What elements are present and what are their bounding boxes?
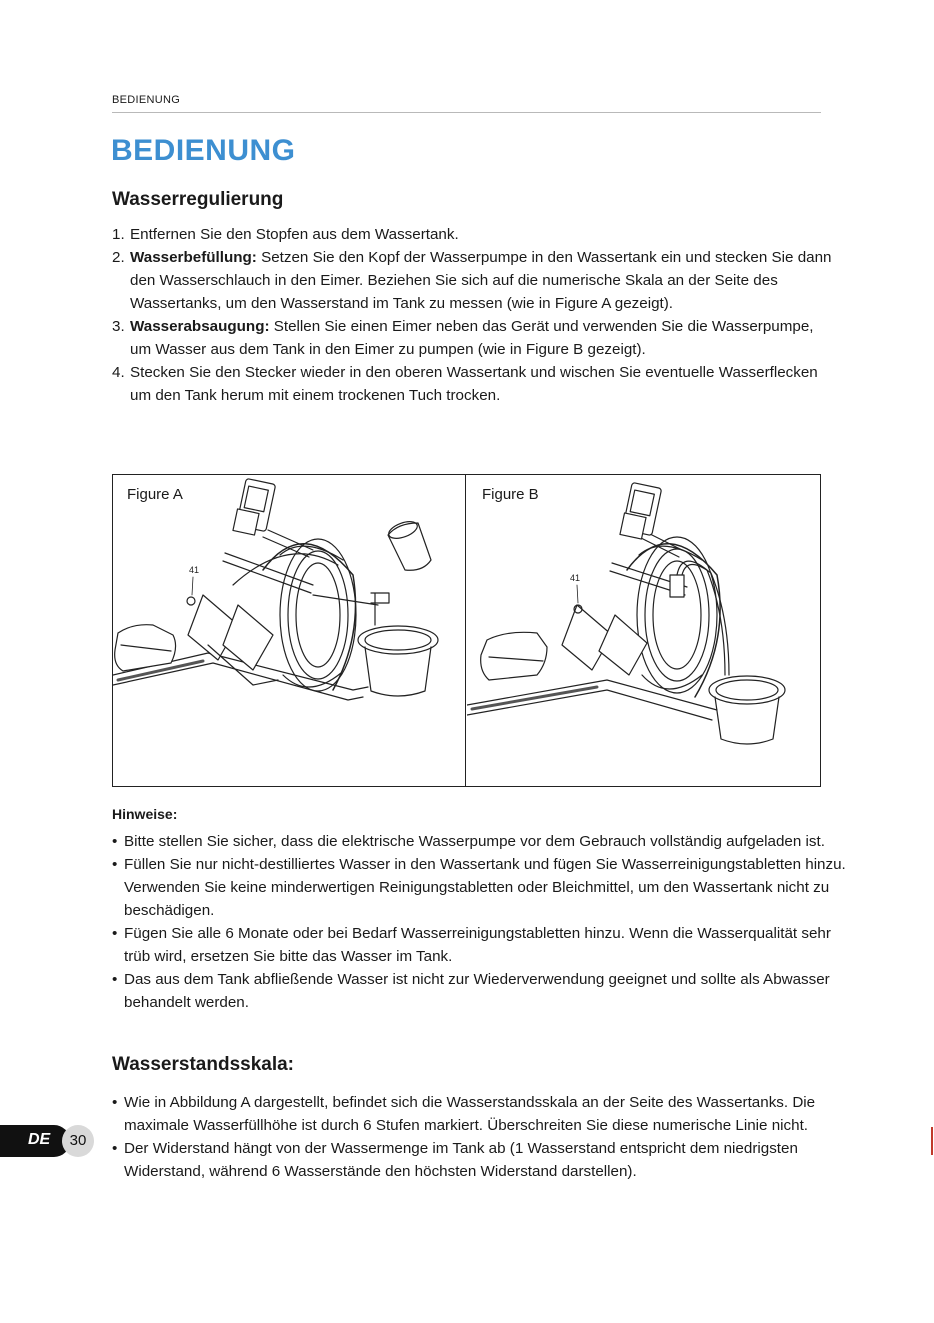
figure-divider xyxy=(465,474,466,787)
running-header: BEDIENUNG xyxy=(112,94,181,106)
figure-a-part-label: 41 xyxy=(189,565,200,575)
language-label: DE xyxy=(28,1131,51,1148)
list-item: • Fügen Sie alle 6 Monate oder bei Bedarf Wasserreinigungstabletten hinzu. Wenn die Wasserqualität sehr trüb wird, ersetzen Sie bitte das Wasser im Tank. xyxy=(112,925,831,965)
step-item: 3. Wasserabsaugung: Stellen Sie einen Eimer neben das Gerät und verwenden Sie die Wasserpumpe, um Wasser aus dem Tank in den Eimer zu pumpen (wie in Figure B gezeigt). xyxy=(112,318,814,358)
step-item: 4. Stecken Sie den Stecker wieder in den oberen Wassertank und wischen Sie eventuelle Wasserflecken um den Tank herum mit einem trockenen Tuch trocken. xyxy=(112,364,818,404)
section-heading-wasserstandsskala: Wasserstandsskala: xyxy=(112,1054,295,1075)
edge-marker xyxy=(931,1127,933,1155)
steps-list xyxy=(112,223,837,407)
header-divider xyxy=(112,112,821,113)
list-item: • Bitte stellen Sie sicher, dass die elektrische Wasserpumpe vor dem Gebrauch vollständig aufgeladen ist. xyxy=(112,833,825,850)
step-item: 2. Wasserbefüllung: Setzen Sie den Kopf der Wasserpumpe in den Wassertank ein und stecken Sie dann den Wasserschlauch in den Eimer. Beziehen Sie sich auf die numerische Skala an der Seite des Wassertanks, um den Wasserstand im Tank zu messen (wie in Figure A gezeigt). xyxy=(112,249,832,312)
figure-a-rower-illustration xyxy=(113,475,465,786)
step-item: 1. Entfernen Sie den Stopfen aus dem Wassertank. xyxy=(112,226,459,243)
list-item: • Füllen Sie nur nicht-destilliertes Wasser in den Wassertank und fügen Sie Wasserreinigungstabletten hinzu. Verwenden Sie keine minderwertigen Reinigungstabletten oder Bleichmittel, um den Wassertank nicht zu beschädigen. xyxy=(112,856,846,919)
list-item: • Wie in Abbildung A dargestellt, befindet sich die Wasserstandsskala an der Seite des Wassertanks. Die maximale Wasserfüllhöhe ist durch 6 Stufen markiert. Überschreiten Sie diese numerische Linie nicht. xyxy=(112,1094,816,1134)
figure-b-part-label: 41 xyxy=(570,573,581,583)
figure-b-caption: Figure B xyxy=(482,486,539,503)
level-scale-list xyxy=(112,1091,847,1183)
page-title: BEDIENUNG xyxy=(111,134,296,167)
section-heading-wasserregulierung: Wasserregulierung xyxy=(112,189,284,210)
notes-heading: Hinweise: xyxy=(112,806,178,822)
notes-list xyxy=(112,830,847,1014)
language-tab xyxy=(0,1125,70,1157)
list-item: • Der Widerstand hängt von der Wassermenge im Tank ab (1 Wasserstand entspricht dem niedrigsten Widerstand, während 6 Wasserstände den höchsten Widerstand darstellen). xyxy=(112,1140,798,1180)
list-item: • Das aus dem Tank abfließende Wasser ist nicht zur Wiederverwendung geeignet und sollte als Abwasser behandelt werden. xyxy=(112,971,830,1011)
page-number: 30 xyxy=(62,1125,94,1157)
figure-b-rower-illustration xyxy=(467,475,820,786)
figure-a-caption: Figure A xyxy=(127,486,183,503)
